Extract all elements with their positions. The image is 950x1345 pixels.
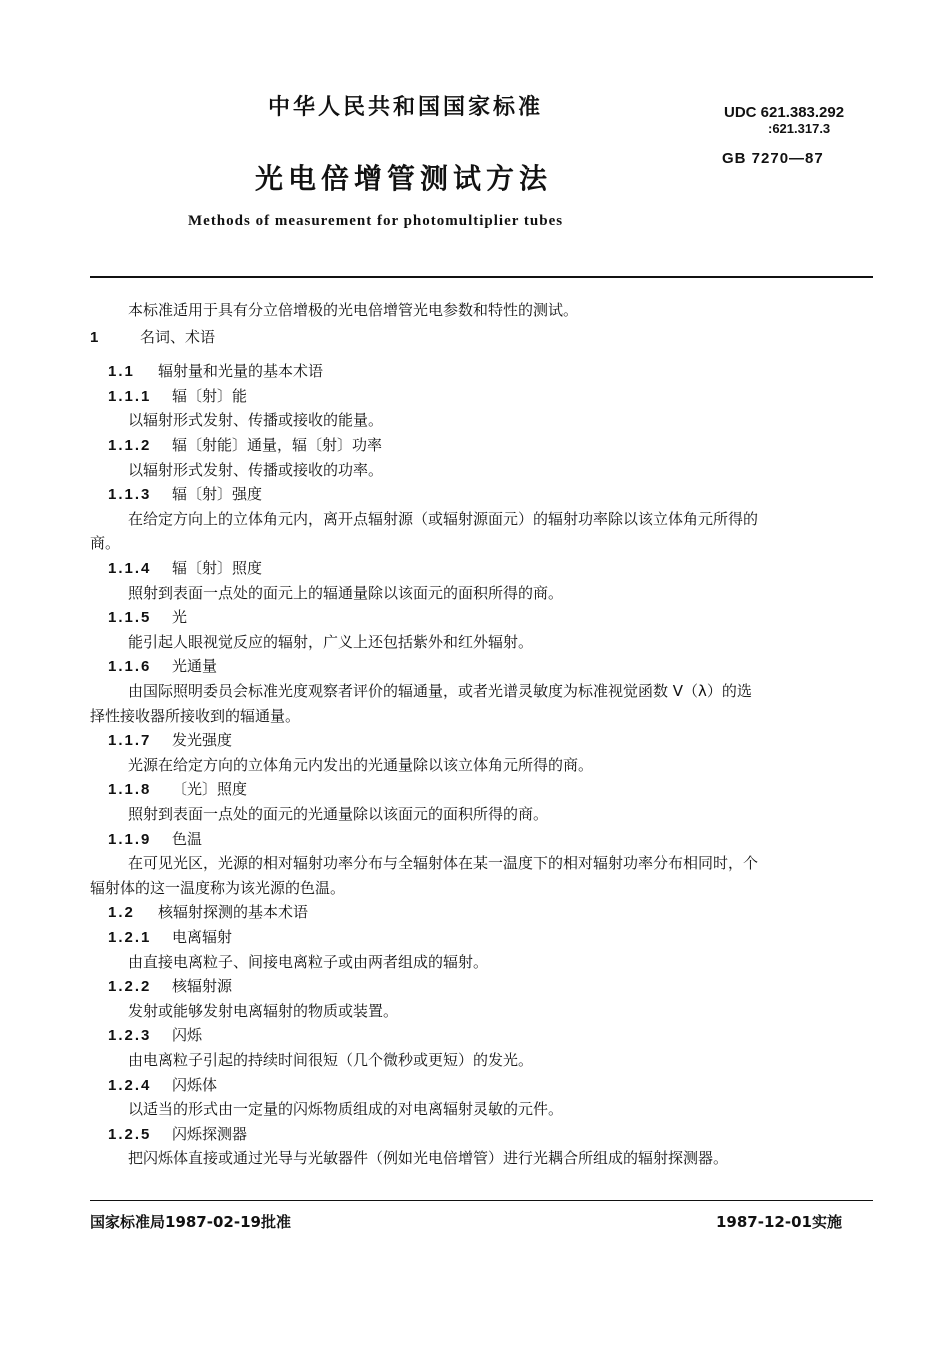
term-definition-text: 把闪烁体直接或通过光导与光敏器件（例如光电倍增管）进行光耦合所组成的辐射探测器。: [128, 1149, 729, 1168]
subsection-title: 核辐射探测的基本术语: [158, 903, 309, 922]
term-definition-text: 在可见光区，光源的相对辐射功率分布与全辐射体在某一温度下的相对辐射功率分布相同时，个: [128, 854, 759, 873]
term-number: 1.1.9: [108, 830, 152, 848]
gb-code: GB 7270—87: [722, 150, 824, 167]
term-number: 1.1.5: [108, 609, 152, 627]
term-name: 辐〔射能〕通量，辐〔射〕功率: [172, 436, 383, 454]
term-definition-text: 以适当的形式由一定量的闪烁物质组成的对电离辐射灵敏的元件。: [128, 1100, 564, 1119]
term-number: 1.1.4: [108, 560, 152, 577]
term-definition-text: 发射或能够发射电离辐射的物质或装置。: [128, 1001, 399, 1020]
term-definition-text: 以辐射形式发射、传播或接收的能量。: [128, 411, 384, 430]
term-definition: [128, 681, 752, 701]
term-heading: [108, 435, 382, 456]
term-heading: [108, 730, 232, 751]
standard-name: 中华人民共和国国家标准: [268, 95, 544, 120]
term-heading: [108, 386, 247, 407]
document-title-cn: 光电倍增管测试方法: [255, 162, 553, 195]
intro-text: 本标准适用于具有分立倍增极的光电倍增管光电参数和特性的测试。: [128, 301, 579, 319]
term-heading: [108, 927, 232, 948]
term-name: 辐〔射〕强度: [172, 485, 263, 504]
term-name: 电离辐射: [172, 928, 233, 946]
term-definition-text: 择性接收器所接收到的辐通量。: [90, 706, 301, 725]
term-definition-text: 辐射体的这一温度称为该光源的色温。: [90, 878, 346, 897]
approval-date: 国家标准局1987-02-19批准: [90, 1213, 291, 1231]
term-definition: [90, 533, 120, 553]
term-number: 1.1.7: [108, 732, 152, 750]
term-definition: [90, 706, 300, 726]
term-definition-text: 在给定方向上的立体角元内，离开点辐射源（或辐射源面元）的辐射功率除以该立体角元所得的: [128, 509, 759, 528]
term-definition: [128, 1099, 563, 1119]
term-number: 1.2.4: [108, 1076, 152, 1094]
term-name: 闪烁: [172, 1026, 203, 1045]
term-name: 光通量: [172, 657, 218, 676]
term-number: 1.2.2: [108, 978, 152, 996]
subsection-number: 1.1: [108, 363, 135, 381]
term-definition-text: 照射到表面一点处的面元上的辐通量除以该面元的面积所得的商。: [128, 583, 564, 602]
term-definition: [128, 952, 488, 972]
term-definition: [128, 460, 383, 480]
term-definition: [128, 1001, 398, 1021]
term-heading: [108, 558, 262, 579]
term-heading: [108, 1075, 217, 1096]
term-number: 1.1.3: [108, 486, 152, 504]
term-number: 1.1.8: [108, 781, 152, 799]
subsection-title: 辐射量和光量的基本术语: [158, 362, 324, 381]
term-definition: [128, 410, 383, 430]
term-definition-text: 商。: [90, 534, 121, 553]
term-name: 〔光〕照度: [172, 780, 248, 799]
term-name: 闪烁体: [172, 1075, 218, 1094]
term-heading: [108, 1025, 202, 1046]
term-name: 闪烁探测器: [172, 1124, 248, 1143]
term-definition-text: 能引起人眼视觉反应的辐射，广义上还包括紫外和红外辐射。: [128, 632, 534, 651]
term-number: 1.1.1: [108, 387, 152, 405]
section-heading: [90, 327, 215, 348]
term-definition-text: 由国际照明委员会标准光度观察者评价的辐通量，或者光谱灵敏度为标准视觉函数 V（λ）的选: [128, 682, 752, 700]
term-definition: [128, 1148, 728, 1168]
term-heading: [108, 484, 262, 505]
term-definition: [128, 853, 758, 873]
header-divider: [90, 276, 873, 278]
term-number: 1.2.5: [108, 1125, 152, 1143]
term-definition: [128, 632, 533, 652]
term-name: 辐〔射〕照度: [172, 559, 263, 577]
term-definition-text: 照射到表面一点处的面元的光通量除以该面元的面积所得的商。: [128, 805, 549, 823]
term-definition: [128, 1050, 533, 1070]
section-number: 1: [90, 328, 101, 346]
term-number: 1.2.1: [108, 929, 152, 946]
udc-code: UDC 621.383.292: [724, 104, 845, 121]
term-name: 光: [172, 608, 188, 627]
term-name: 色温: [172, 829, 203, 848]
term-number: 1.2.3: [108, 1027, 152, 1045]
term-heading: [108, 656, 217, 677]
term-definition: [128, 755, 593, 775]
section-title: 名词、术语: [140, 327, 216, 346]
term-definition: [128, 509, 758, 529]
subsection-number: 1.2: [108, 904, 135, 922]
term-heading: [108, 976, 232, 997]
term-definition-text: 光源在给定方向的立体角元内发出的光通量除以该立体角元所得的商。: [128, 755, 594, 774]
subsection-heading: [108, 902, 308, 923]
term-number: 1.1.6: [108, 658, 152, 676]
intro-line: [128, 300, 578, 320]
term-heading: [108, 779, 247, 800]
term-name: 核辐射源: [172, 977, 233, 996]
term-heading: [108, 607, 187, 628]
term-definition: [128, 804, 548, 824]
document-title-en: Methods of measurement for photomultiplier tubes: [188, 213, 564, 229]
footer-divider: [90, 1200, 873, 1201]
subsection-heading: [108, 361, 323, 382]
term-name: 辐〔射〕能: [172, 386, 248, 405]
effective-date: 1987-12-01实施: [716, 1213, 842, 1231]
term-heading: [108, 1124, 247, 1145]
term-number: 1.1.2: [108, 437, 152, 454]
term-definition: [128, 583, 563, 603]
term-heading: [108, 829, 202, 850]
term-definition-text: 由直接电离粒子、间接电离粒子或由两者组成的辐射。: [128, 952, 489, 971]
term-name: 发光强度: [172, 731, 233, 750]
term-definition-text: 由电离粒子引起的持续时间很短（几个微秒或更短）的发光。: [128, 1051, 534, 1069]
term-definition: [90, 878, 345, 898]
term-definition-text: 以辐射形式发射、传播或接收的功率。: [128, 460, 384, 479]
udc-code-secondary: :621.317.3: [768, 121, 831, 136]
